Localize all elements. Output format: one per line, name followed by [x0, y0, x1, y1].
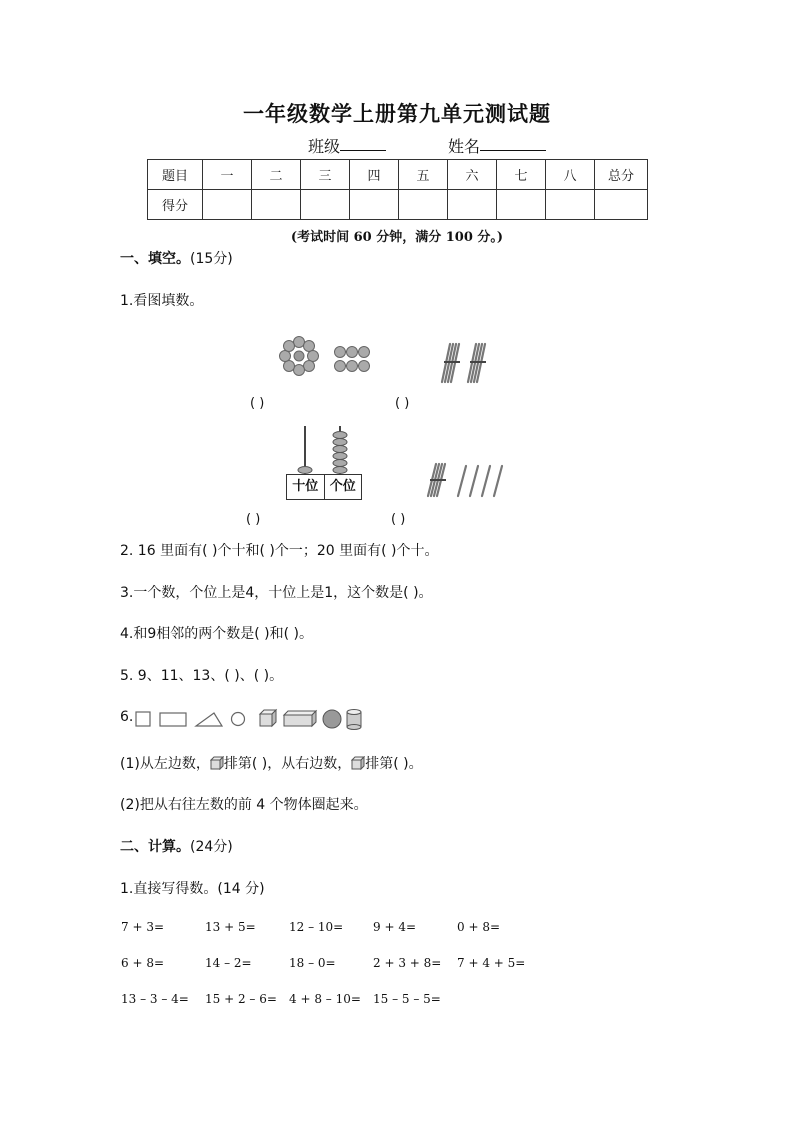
calc-item: 4 + 8 – 10=	[289, 992, 361, 1006]
calc-item: 14 – 2=	[205, 956, 252, 970]
cube-icon	[351, 756, 365, 770]
triangle-icon	[196, 713, 222, 726]
table-cell: 六	[448, 160, 497, 190]
score-cell[interactable]	[595, 190, 648, 220]
q6-2-text: (2)把从右往左数的前 4 个物体圈起来。	[120, 797, 368, 813]
calc-item: 15 + 2 – 6=	[205, 992, 277, 1006]
q5-text: 5. 9、11、13、( )、( )。	[120, 668, 284, 684]
section1-heading: 一、填空。(15分)	[120, 251, 233, 267]
q6-label: 6.	[120, 709, 134, 725]
bundle-and-sticks-figure	[422, 460, 512, 500]
beads-figure	[272, 330, 382, 382]
section2-heading: 二、计算。(24分)	[120, 839, 233, 855]
calc-item: 15 – 5 – 5=	[373, 992, 441, 1006]
name-field[interactable]: 姓名	[448, 134, 480, 157]
calc-item: 7 + 3=	[121, 920, 165, 934]
table-cell: 一	[203, 160, 252, 190]
table-cell: 四	[350, 160, 399, 190]
calc-item: 6 + 8=	[121, 956, 165, 970]
table-cell: 题目	[148, 160, 203, 190]
calc-item: 12 – 10=	[289, 920, 344, 934]
cube-icon	[260, 714, 272, 726]
calc-item: 13 + 5=	[205, 920, 256, 934]
q4-text: 4.和9相邻的两个数是( )和( )。	[120, 626, 314, 642]
score-table-score-row	[148, 190, 648, 220]
answer-blank[interactable]: ( )	[391, 512, 406, 527]
calc-item: 0 + 8=	[457, 920, 501, 934]
score-cell[interactable]	[350, 190, 399, 220]
q6-1-text: (1)从左边数， 排第( )，从右边数， 排第( )。	[120, 756, 423, 772]
score-cell[interactable]	[497, 190, 546, 220]
q1-label: 1.看图填数。	[120, 293, 204, 309]
calc-item: 9 + 4=	[373, 920, 417, 934]
q2-text: 2. 16 里面有( )个十和( )个一；20 里面有( )个十。	[120, 543, 439, 559]
table-cell: 二	[252, 160, 301, 190]
calc-item: 13 – 3 – 4=	[121, 992, 189, 1006]
answer-blank[interactable]: ( )	[246, 512, 261, 527]
cuboid-icon	[284, 715, 312, 726]
abacus-base	[286, 474, 362, 500]
score-cell[interactable]	[448, 190, 497, 220]
calc-q1-label: 1.直接写得数。(14 分)	[120, 881, 265, 897]
table-cell: 得分	[148, 190, 203, 220]
table-cell: 八	[546, 160, 595, 190]
abacus-tens-label: 十位	[287, 475, 325, 499]
page-title: 一年级数学上册第九单元测试题	[243, 102, 551, 126]
calc-item: 18 – 0=	[289, 956, 336, 970]
calc-item: 2 + 3 + 8=	[373, 956, 442, 970]
square-icon	[136, 712, 150, 726]
score-table	[147, 159, 648, 220]
calc-item: 7 + 4 + 5=	[457, 956, 526, 970]
rectangle-icon	[160, 713, 186, 726]
class-field[interactable]: 班级	[308, 134, 340, 157]
table-cell: 五	[399, 160, 448, 190]
table-cell: 三	[301, 160, 350, 190]
table-cell: 七	[497, 160, 546, 190]
stick-bundles-figure	[432, 338, 494, 386]
score-cell[interactable]	[301, 190, 350, 220]
abacus-ones-label: 个位	[329, 479, 356, 494]
score-cell[interactable]	[203, 190, 252, 220]
score-cell[interactable]	[546, 190, 595, 220]
cube-icon	[210, 756, 224, 770]
score-table-header-row	[148, 160, 648, 190]
exam-note: (考试时间 60 分钟，满分 100 分。)	[290, 230, 504, 245]
circle-icon	[232, 713, 245, 726]
abacus-rods	[282, 420, 366, 474]
score-cell[interactable]	[252, 190, 301, 220]
sphere-icon	[323, 710, 341, 728]
answer-blank[interactable]: ( )	[250, 396, 265, 411]
q6-shapes	[134, 706, 366, 732]
table-cell: 总分	[595, 160, 648, 190]
answer-blank[interactable]: ( )	[395, 396, 410, 411]
score-cell[interactable]	[399, 190, 448, 220]
q3-text: 3.一个数，个位上是4，十位上是1，这个数是( )。	[120, 585, 433, 601]
